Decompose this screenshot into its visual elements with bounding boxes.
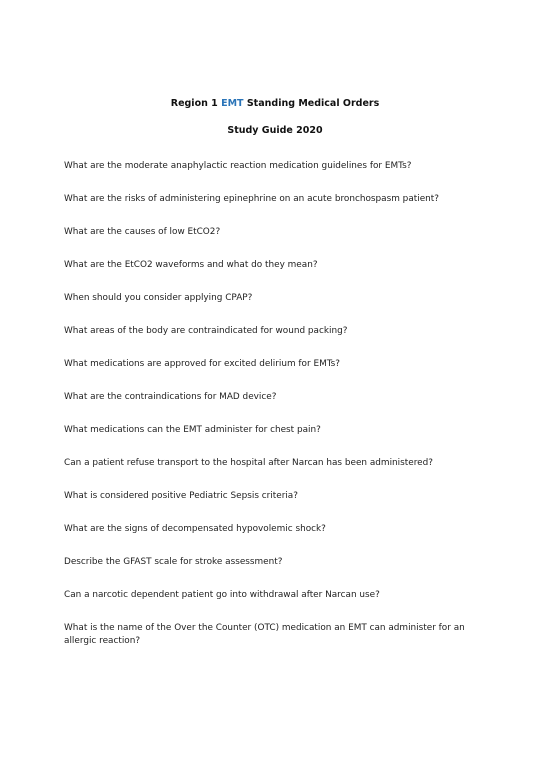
question-item: What medications can the EMT administer for chest pain? [64,425,321,435]
question-item: Can a patient refuse transport to the hospital after Narcan has been administered? [64,458,433,468]
question-item: What are the signs of decompensated hypovolemic shock? [64,524,326,534]
title-prefix: Region 1 [170,98,222,109]
question-item: What are the EtCO2 waveforms and what do they mean? [64,260,318,270]
question-item: What areas of the body are contraindicated for wound packing? [64,326,348,336]
question-item: What are the risks of administering epinephrine on an acute bronchospasm patient? [64,194,439,204]
title-accent: EMT [221,98,244,109]
title-suffix: Standing Medical Orders [243,98,380,109]
question-item: Can a narcotic dependent patient go into withdrawal after Narcan use? [64,590,380,600]
question-item: What are the contraindications for MAD device? [64,392,277,402]
question-list [64,160,504,662]
question-item: What are the moderate anaphylactic reaction medication guidelines for EMTs? [64,161,412,171]
document-subtitle: Study Guide 2020 [227,125,323,136]
question-item: What are the causes of low EtCO2? [64,227,221,237]
question-item: What is the name of the Over the Counter (OTC) medication an EMT can administer for an allergic reaction? [64,623,465,646]
question-item: When should you consider applying CPAP? [64,293,253,303]
question-item: Describe the GFAST scale for stroke assessment? [64,557,283,567]
question-item: What medications are approved for excited delirium for EMTs? [64,359,341,369]
document-title [0,98,550,109]
question-item: What is considered positive Pediatric Sepsis criteria? [64,491,298,501]
